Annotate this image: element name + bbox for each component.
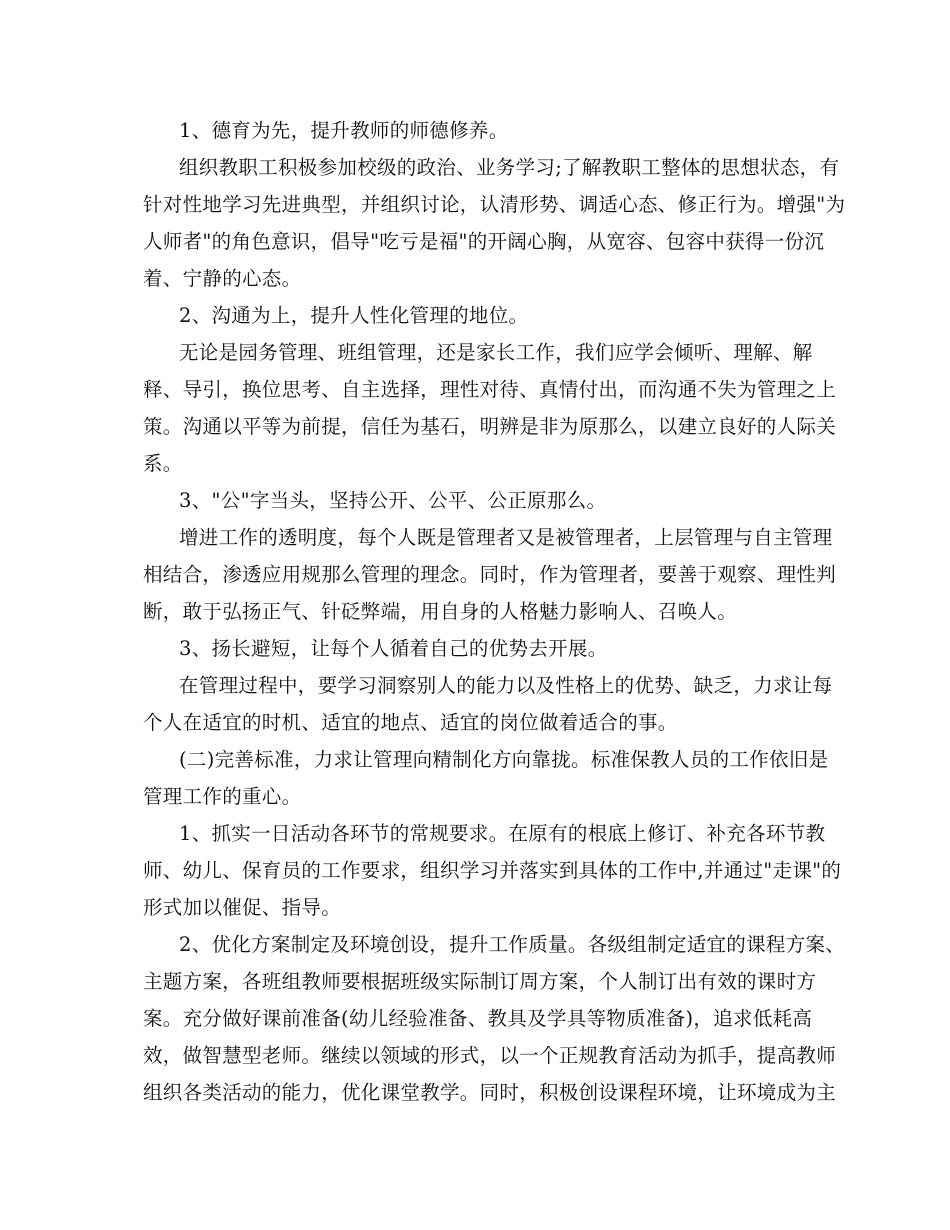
- text-line: 3、"公"字当头，坚持公开、公平、公正原那么。: [179, 489, 607, 512]
- text-line: 相结合，渗透应用规那么管理的理念。同时，作为管理者，要善于观察、理性判: [143, 563, 837, 586]
- text-line: 断，敢于弘扬正气、针砭弊端，用自身的人格魅力影响人、召唤人。: [143, 600, 738, 623]
- text-line: 个人在适宜的时机、适宜的地点、适宜的岗位做着适合的事。: [143, 711, 678, 734]
- text-line: 针对性地学习先进典型，并组织讨论，认清形势、调适心态、修正行为。增强"为: [143, 193, 846, 216]
- text-line: 组织各类活动的能力，优化课堂教学。同时，积极创设课程环境，让环境成为主: [143, 1081, 837, 1104]
- text-line: 在管理过程中，要学习洞察别人的能力以及性格上的优势、缺乏，力求让每: [179, 674, 833, 697]
- text-line: 效，做智慧型老师。继续以领域的形式，以一个正规教育活动为抓手，提高教师: [143, 1044, 837, 1067]
- text-line: 释、导引，换位思考、自主选择，理性对待、真情付出，而沟通不失为管理之上: [143, 378, 837, 401]
- text-line: 策。沟通以平等为前提，信任为基石，明辨是非为原那么，以建立良好的人际关: [143, 415, 837, 438]
- text-line: 组织教职工积极参加校级的政治、业务学习;了解教职工整体的思想状态，有: [179, 156, 840, 179]
- text-line: 3、扬长避短，让每个人循着自己的优势去开展。: [179, 637, 608, 660]
- text-line: 管理工作的重心。: [143, 785, 302, 808]
- text-line: 着、宁静的心态。: [143, 267, 302, 290]
- text-line: 师、幼儿、保育员的工作要求，组织学习并落实到具体的工作中,并通过"走课"的: [143, 859, 842, 882]
- text-line: 人师者"的角色意识，倡导"吃亏是福"的开阔心胸，从宽容、包容中获得一份沉: [143, 230, 825, 253]
- text-line: 增进工作的透明度，每个人既是管理者又是被管理者，上层管理与自主管理: [179, 526, 833, 549]
- text-line: 1、抓实一日活动各环节的常规要求。在原有的根底上修订、补充各环节教: [179, 822, 826, 845]
- text-line: 无论是园务管理、班组管理，还是家长工作，我们应学会倾听、理解、解: [179, 341, 813, 364]
- text-line: 2、优化方案制定及环境创设，提升工作质量。各级组制定适宜的课程方案、: [179, 933, 846, 956]
- text-line: 形式加以催促、指导。: [143, 896, 342, 919]
- document-body: [143, 112, 846, 1111]
- text-line: (二)完善标准，力求让管理向精制化方向靠拢。标准保教人员的工作依旧是: [179, 748, 829, 771]
- text-line: 2、沟通为上，提升人性化管理的地位。: [179, 304, 529, 327]
- text-line: 案。充分做好课前准备(幼儿经验准备、教具及学具等物质准备)，追求低耗高: [143, 1007, 813, 1030]
- text-line: 主题方案，各班组教师要根据班级实际制订周方案，个人制订出有效的课时方: [143, 970, 817, 993]
- text-line: 系。: [143, 452, 183, 475]
- text-line: 1、德育为先，提升教师的师德修养。: [179, 119, 509, 142]
